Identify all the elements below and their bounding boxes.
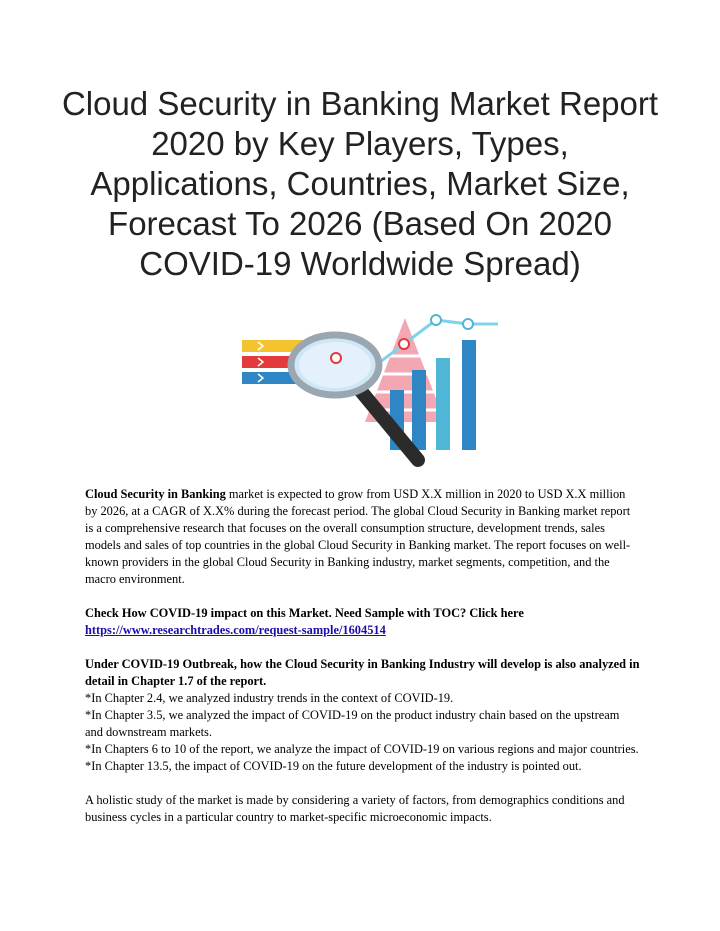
document-body — [85, 486, 640, 826]
closing-paragraph: A holistic study of the market is made by considering a variety of factors, from demographics conditions and business cycles in a particular country to market-specific microeconomic impacts. — [85, 793, 625, 824]
covid-item: *In Chapter 2.4, we analyzed industry trends in the context of COVID-19. — [85, 691, 454, 705]
covid-item: *In Chapter 13.5, the impact of COVID-19 on the future development of the industry is pointed out. — [85, 759, 582, 773]
covid-item: *In Chapter 3.5, we analyzed the impact of COVID-19 on the product industry chain based on the upstream and downstream markets. — [85, 708, 620, 739]
intro-text: market is expected to grow from USD X.X million in 2020 to USD X.X million by 2026, at a CAGR of X.X% during the forecast period. The global Cloud Security in Banking market report is a comprehensive research that focuses on the overall consumption structure, development trends, sales models and sales of top countries in the global Cloud Security in Banking market. The report focuses on well-known providers in the global Cloud Security in Banking industry, market segments, competition, and the macro environment. — [85, 487, 631, 586]
covid-item: *In Chapters 6 to 10 of the report, we analyze the impact of COVID-19 on various regions and major countries. — [85, 742, 639, 756]
intro-lead: Cloud Security in Banking — [85, 487, 226, 501]
magnifier-chart-icon — [240, 310, 500, 470]
sample-link[interactable]: https://www.researchtrades.com/request-sample/1604514 — [85, 623, 386, 637]
intro-paragraph — [85, 486, 640, 588]
covid-heading: Under COVID-19 Outbreak, how the Cloud Security in Banking Industry will develop is also analyzed in detail in Chapter 1.7 of the report. — [85, 657, 640, 688]
sample-text: Check How COVID-19 impact on this Market. Need Sample with TOC? Click here — [85, 606, 524, 620]
document-title: Cloud Security in Banking Market Report 2020 by Key Players, Types, Applications, Countries, Market Size, Forecast To 2026 (Based On 2020 COVID-19 Worldwide Spread) — [61, 85, 659, 282]
